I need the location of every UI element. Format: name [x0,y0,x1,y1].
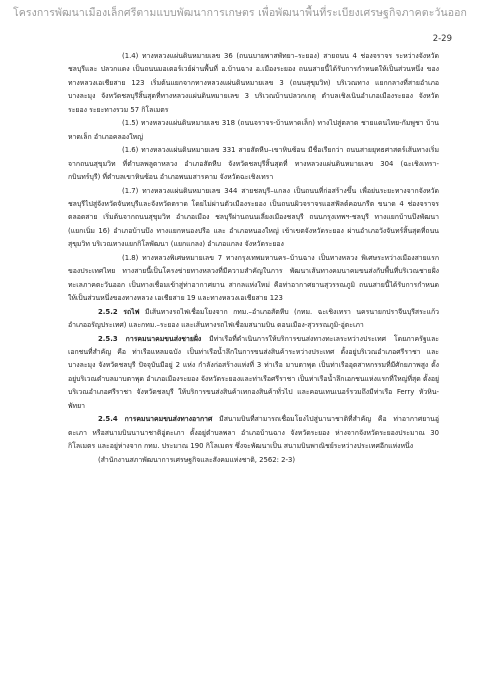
page-header: โครงการพัฒนาเมืองเล็กศรีตามแบบพัฒนาการเกษตร เพื่อพัฒนาพื้นที่ระเบียงเศรษฐกิจภาคตะวันออก [13,7,467,19]
paragraph-route-318: (1.5) ทางหลวงแผ่นดินหมายเลข 318 (ถนนจราจร-บ้านหาดเล็ก) ทางไปสู่ตลาด ชายแดนไทย-กัมพูชา บ้านหาดเล็ก อำเภอคลองใหญ่ [68,119,439,141]
section-heading: 2.5.2 รถไฟ [98,307,140,316]
page-number: 2-29 [432,34,452,44]
section-heading: 2.5.4 การคมนาคมขนส่งทางอากาศ [98,415,213,424]
paragraph-motorway-7: (1.8) ทางหลวงพิเศษหมายเลข 7 ทางกรุงเทพมหานคร–บ้านฉาง เป็นทางหลวง พิเศษระหว่างเมืองสายแรกของประเทศไทย ทางสายนี้เป็นโครงข่ายทางหลวงที่มีความสำคัญในการ พัฒนาเส้นทางคมนาคมขนส่งกับพื้นที่บริเวณชายฝั่งทะเลภาคตะวันออก เป็นทางเชื่อมเข้าสู่ท่าอากาศยาน สากลแห่งใหม่ คือท่าอากาศยานสุวรรณภูมิ ถนนสายนี้ได้รับการกำหนดให้เป็นส่วนหนึ่งของทางหลวง เอเชียสาย 19 และทางหลวงเอเชียสาย 123 [68,253,439,303]
paragraph-air-transport: 2.5.4 การคมนาคมขนส่งทางอากาศ มีสนามบินที่สามารถเชื่อมโยงไปสู่นานาชาติที่สำคัญ คือ ท่าอากาศยานอู่ตะเภา หรือสนามบินนานาชาติอู่ตะเภา ตั้งอยู่ตำบลพลา อำเภอบ้านฉาง จังหวัดระยอง ห่างจากจังหวัดระยองประมาณ 30 กิโลเมตร และอยู่ห่างจาก กทม. ประมาณ 190 กิโลเมตร ซึ่งจะพัฒนาเป็น สนามบินพาณิชย์ระหว่างประเทศอีกแห่งหนึ่ง [68,415,439,451]
source-citation: (สำนักงานสภาพัฒนาการเศรษฐกิจและสังคมแห่งชาติ, 2562: 2-3) [98,455,296,464]
paragraph-route-331: (1.6) ทางหลวงแผ่นดินหมายเลข 331 สายสัตหีบ–เขาหินซ้อน มีชื่อเรียกว่า ถนนสายยุทธศาสตร์เส้นทางเริ่มจากถนนสุขุมวิท ที่ตำบลพลูตาหลวง อำเภอสัตหีบ จังหวัดชลบุรีสิ้นสุดที่ ทางหลวงแผ่นดินหมายเลข 304 (ฉะเชิงเทรา-กบินทร์บุรี) ที่ตำบลเขาหินซ้อน อำเภอพนมสารคาม จังหวัดฉะเชิงเทรา [68,146,439,182]
document-body [68,50,439,467]
paragraph-route-36: (1.4) ทางหลวงแผ่นดินหมายเลข 36 (ถนนบายพาสพัทยา–ระยอง) สายถนน 4 ช่องจราจร ระหว่างจังหวัดชลบุรีและ ปลวกแดง เป็นถนนมอเตอร์เวย์ผ่านพื้นที่ อ.บ้านฉาง อ.เมืองระยอง ถนนสายนี้ได้รับการกำหนดให้เป็นส่วนหนึ่ง ของทางหลวงเอเชียสาย 123 เริ่มต้นแยกจากทางหลวงแผ่นดินหมายเลข 3 (ถนนสุขุมวิท) บริเวณทาง แยกกลางที่สายอำเภอบางละมุง จังหวัดชลบุรีสิ้นสุดที่ทางหลวงแผ่นดินหมายเลข 3 บริเวณบ้านปลวกเกตุ ตำบลเชิงเนินอำเภอเมืองระยอง จังหวัดระยอง ระยะทางรวม 57 กิโลเมตร [68,52,439,114]
paragraph-coastal-transport: 2.5.3 การคมนาคมขนส่งชายฝั่ง มีท่าเรือที่ดำเนินการให้บริการขนส่งทางทะเลระหว่างประเทศ โดยภาครัฐและเอกชนที่สำคัญ คือ ท่าเรือแหลมฉบัง เป็นท่าเรือน้ำลึกในการขนส่งสินค้าระหว่างประเทศ ตั้งอยู่บริเวณอำเภอศรีราชา และบางละมุง จังหวัดชลบุรี ปัจจุบันมีอยู่ 2 แห่ง กำลังก่อสร้างแห่งที่ 3 ท่าเรือ มาบตาพุด เป็นท่าเรืออุตสาหกรรมที่มีศักยภาพสูง ตั้งอยู่บริเวณตำบลมาบตาพุด อำเภอเมืองระยอง จังหวัดระยองและท่าเรือศรีราชา เป็นท่าเรือน้ำลึกเอกชนแห่งแรกที่ใหญ่ที่สุด ตั้งอยู่บริเวณอำเภอศรีราชา จังหวัดชลบุรี ให้บริการขนส่งสินค้าเทกองสินค้าทั่วไป และคอนเทนเนอร์รวมถึงมีท่าเรือ Ferry หัวหิน-พัทยา [68,334,439,410]
paragraph-route-344: (1.7) ทางหลวงแผ่นดินหมายเลข 344 สายชลบุรี–แกลง เป็นถนนที่ก่อสร้างขึ้น เพื่อย่นระยะทางจากจังหวัดชลบุรีไปสู่จังหวัดจันทบุรีและจังหวัดตราด โดยไม่ผ่านตัวเมืองระยอง เป็นถนนผิวจราจรแอสฟัลต์คอนกรีต ขนาด 4 ช่องจราจรตลอดสาย เริ่มต้นจากถนนสุขุมวิท อำเภอเมือง ชลบุรีผ่านถนนเลี่ยงเมืองชลบุรี ถนนกรุงเทพฯ-ชลบุรี ทางแยกบ้านบึงพัฒนา (แยกเนิ่ม 16) อำเภอบ้านบึง ทางแยกหนองปรือ และ อำเภอหนองใหญ่ เข้าเขตจังหวัดระยอง ผ่านอำเภอวังจันทร์สิ้นสุดที่ถนนสุขุมวิท บริเวณทางแยกกิโลพัฒนา (แยกแกลง) อำเภอแกลง จังหวัดระยอง [68,186,439,249]
paragraph-railway: 2.5.2 รถไฟ มีเส้นทางรถไฟเชื่อมโยงจาก กทม.–อำเภอสัตหีบ (กทม. ฉะเชิงเทรา นครนายกปราจีนบุรีสระแก้ว อำเภออรัญประเทศ) และกทม.–ระยอง และเส้นทางรถไฟเชื่อมสนามบิน ดอนเมือง-สุวรรณภูมิ-อู่ตะเภา [68,307,439,330]
section-heading: 2.5.3 การคมนาคมขนส่งชายฝั่ง [98,334,202,343]
